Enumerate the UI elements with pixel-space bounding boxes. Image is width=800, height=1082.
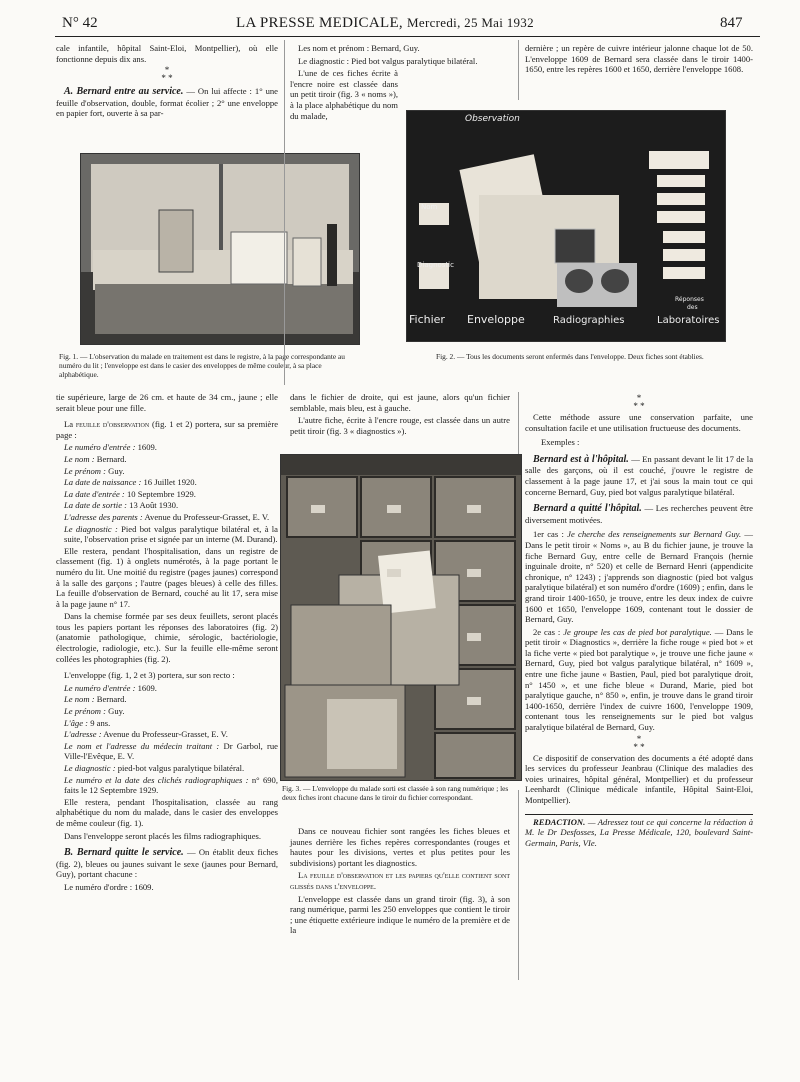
field-line: Le numéro et la date des clichés radiographiques : n° 690, faits le 12 Septembre 1929.: [64, 774, 279, 796]
paragraph: Les nom et prénom : Bernard, Guy.: [298, 43, 420, 53]
redaction-notice: REDACTION. — Adressez tout ce qui concerne la rédaction à M. le Dr Desfosses, La Presse Médicale, 120, boulevard Saint-Germain, Paris, VIe.: [525, 814, 753, 849]
paragraph: dernière ; un repère de cuivre intérieur jalonne chaque lot de 50. L'enveloppe 1609 de Bernard sera classée dans le tiroir 1400-1650, entre les repères 1600 et 1650, derrière l'enveloppe 1608.: [525, 43, 753, 75]
label-diagnostic: Diagnostic: [417, 261, 454, 269]
col2-body: [290, 392, 510, 438]
figure-1-caption: Fig. 1. — L'observation du malade en traitement est dans le registre, à la page correspondante au numéro du lit ; l'enveloppe est dans le casier des enveloppes de même couleur, à sa place alphabétique.: [59, 352, 346, 380]
field-line: L'adresse des parents : Avenue du Professeur-Grasset, E. V.: [64, 511, 270, 522]
field-line: Le diagnostic : Pied bot valgus paralytique bilatéral et, à la suite, l'observation prise et signée par un interne (M. Durand).: [64, 523, 279, 545]
paragraph: Le numéro d'ordre : 1609.: [64, 881, 154, 892]
label-reponses: Réponses: [675, 296, 704, 303]
envelope-fields: [64, 683, 278, 796]
paragraph: Le diagnostic : Pied bot valgus paralytique bilatéral.: [298, 55, 478, 66]
label-enveloppe: Enveloppe: [467, 313, 525, 326]
field-line: Le numéro d'entrée : 1609.: [64, 442, 157, 453]
col1-top: [56, 43, 278, 121]
label-nom: Nom: [421, 203, 438, 211]
observation-fields: [64, 442, 278, 544]
paragraph: Dans l'enveloppe seront placés les films radiographiques.: [64, 830, 262, 841]
asterism: * * *: [161, 65, 173, 84]
label-radiographies: Radiographies: [553, 315, 625, 326]
field-line: Le nom : Bernard.: [64, 694, 127, 705]
col3-body: [525, 392, 753, 850]
paragraph: 1er cas : Je cherche des renseignements sur Bernard Guy. — Dans le petit tiroir « Noms », au B du fichier jaune, je trouve la fiche Bernard Guy, entre celle de Bernard François (hernie inguinale droite, n° 520) et celle de Bernard Henri (appendicite chronique, n° 1243) ; j'apprends son diagnostic (pied bot valgus paralytique bilatéral) et son numéro d'ordre (1609) ; enfin, dans le grand tiroir 1400-1650, je trouve, entre les deux index de cuivre 1600 et 1650, l'enveloppe 1609, contenant tout le dossier de Bernard, Guy.: [525, 529, 753, 625]
paragraph: Exemples :: [541, 437, 580, 448]
paragraph: dans le fichier de droite, qui est jaune, alors qu'un fichier semblable, mais bleu, est à gauche.: [290, 392, 510, 413]
label-observation: Observation: [465, 114, 520, 124]
col2-bottom: [290, 826, 510, 938]
header-rule: [55, 36, 760, 37]
asterism: * * *: [633, 393, 645, 411]
page-number: 847: [720, 15, 743, 31]
paragraph: L'une de ces fiches écrite à l'encre noire est classée dans un petit tiroir (fig. 3 « noms »), à la place alphabétique du nom du malade,: [290, 68, 398, 121]
label-des: des: [687, 304, 698, 311]
paragraph: Bernard a quitté l'hôpital. — Les recherches peuvent être diversement motivées.: [525, 503, 753, 525]
field-line: Le diagnostic : pied-bot valgus paralytique bilatéral.: [64, 763, 245, 773]
asterism: * * *: [633, 733, 645, 752]
paragraph: cale infantile, hôpital Saint-Eloi, Montpellier), où elle fonctionne depuis dix ans.: [56, 43, 278, 64]
figure-2-photo: [406, 110, 726, 342]
label-fichier: Fichier: [409, 313, 445, 326]
figure-1-photo: [80, 153, 360, 345]
journal-name: LA PRESSE MEDICALE,: [236, 15, 403, 31]
column-divider: [518, 790, 519, 980]
field-line: Le nom : Bernard.: [64, 453, 127, 464]
section-heading: A. Bernard entre au service.: [64, 86, 184, 98]
paragraph: Elle restera, pendant l'hospitalisation, classée au rang alphabétique du nom du malade, dans le casier des enveloppes de même couleur (fig. 1).: [56, 796, 278, 828]
field-line: Le nom et l'adresse du médecin traitant : Dr Garbol, rue Ville-l'Evêque, E. V.: [64, 740, 278, 762]
paragraph: Dans la chemise formée par ses deux feuillets, seront placés tous les papiers portant les réponses des laboratoires (fig. 2) (anatomie pathologique, chimie, sérologic, bactériologie, électrologie, radiologie, etc.). Sur la feuille elle-même seront collées les photographies (fig. 2).: [56, 611, 278, 664]
paragraph: Cette méthode assure une conservation parfaite, une consultation facile et une utilisation fructueuse des documents.: [525, 412, 753, 433]
paragraph: Dans ce nouveau fichier sont rangées les fiches bleues et jaunes derrière les fiches repères correspondantes (rouges et hautes pour les divisions, vertes et plus petites pour les subdivisions) portant les diagnostics.: [290, 826, 510, 868]
field-line: Le prénom : Guy.: [64, 465, 125, 476]
col3-top: [525, 43, 753, 77]
column-divider: [284, 40, 285, 385]
paragraph: L'autre fiche, écrite à l'encre rouge, est classée dans un autre petit tiroir (fig. 3 « diagnostics »).: [290, 415, 510, 436]
paragraph: Elle restera, pendant l'hospitalisation, dans un registre de classement (fig. 1) à onglets numérotés, à la page portant le numéro du lit. Une moitié du registre (pages jaunes) correspond à la salle des garçons ; l'autre (pages bleues) à celle des filles. La feuille d'observation de Bernard, couché au lit 17, sera mise à la page jaune n° 17.: [56, 545, 278, 609]
paragraph: L'enveloppe (fig. 1, 2 et 3) portera, sur son recto :: [64, 670, 235, 681]
issue-date: Mercredi, 25 Mai 1932: [407, 15, 534, 30]
paragraph: Ce dispositif de conservation des documents a été adopté dans les services du professeur Jeanbrau (Clinique des maladies des voies urinaires, hôpital général, Montpellier) et du professeur Leenhardt (Clinique médicale infantile, Hôpital Saint-Eloi, Montpellier).: [525, 752, 753, 805]
paragraph: La feuille d'observation (fig. 1 et 2) portera, sur sa première page :: [56, 419, 279, 440]
paragraph: La feuille d'observation et les papiers qu'elle contient sont glissés dans l'enveloppe.: [290, 870, 510, 891]
figure-2-caption: Fig. 2. — Tous les documents seront enfermés dans l'enveloppe. Deux fiches sont établies.: [436, 352, 704, 361]
paragraph: tie supérieure, large de 26 cm. et haute de 34 cm., jaune ; elle serait bleue pour une fille.: [56, 392, 278, 413]
column-divider: [518, 392, 519, 454]
field-line: L'adresse : Avenue du Professeur-Grasset, E. V.: [64, 729, 228, 740]
figure-3-photo: [280, 454, 522, 781]
field-line: La date de sortie : 13 Août 1930.: [64, 500, 179, 511]
journal-title: [236, 14, 534, 32]
field-line: L'âge : 9 ans.: [64, 717, 111, 728]
field-line: Le numéro d'entrée : 1609.: [64, 682, 157, 693]
section-heading: B. Bernard quitte le service.: [64, 847, 184, 859]
paragraph: 2e cas : Je groupe les cas de pied bot paralytique. — Dans le petit tiroir « Diagnostics », derrière la fiche rouge « pied bot » et la fiche verte « pied bot paralytique », je trouve une fiche jaune « Bernard, Guy, pied bot valgus paralytique bilatéral, n° 1609 », entre une fiche jaune « Bastien, Paul, pied bot paralytique droit, n° 1450 », et une fiche bleue « Durand, Marie, pied bot paralytique gauche, n° 850 », enfin, je trouve dans le grand tiroir 1400-1650, derrière l'index de cuivre 1600, l'enveloppe 1909, contenant tous les renseignements sur le pied bot valgus paralytique bilatéral de Bernard, Guy.: [525, 626, 753, 733]
paragraph: A. Bernard entre au service. — On lui affecte : 1° une feuille d'observation, double, format écolier ; 2° une enveloppe en papier fort, ouverte à sa par-: [56, 86, 278, 119]
col1-body: [56, 392, 278, 895]
paragraph: Bernard est à l'hôpital. — En passant devant le lit 17 de la salle des garçons, où il est couché, j'ouvre le registre de classement à la page jaune 17, et j'ai sous la main tout ce qui concerne Bernard, Guy, pied bot valgus paralytique bilatéral.: [525, 453, 754, 497]
field-line: La date de naissance : 16 Juillet 1920.: [64, 477, 197, 488]
label-laboratoires: Laboratoires: [657, 315, 720, 326]
column-divider: [518, 40, 519, 100]
figure-3-caption: Fig. 3. — L'enveloppe du malade sorti est classée à son rang numérique ; les deux fiches iront chacune dans le tiroir du fichier correspondant.: [282, 784, 509, 803]
field-line: Le prénom : Guy.: [64, 706, 125, 717]
paragraph: L'enveloppe est classée dans un grand tiroir (fig. 3), à son rang numérique, parmi les 250 enveloppes que contient le tiroir ; une étiquette extérieure indique le numéro de la première et de la: [290, 893, 510, 936]
issue-number: N° 42: [62, 15, 98, 31]
field-line: La date d'entrée : 10 Septembre 1929.: [64, 488, 196, 499]
paragraph: B. Bernard quitte le service. — On établit deux fiches (fig. 2), bleues ou jaunes suivant le sexe (jaunes pour Bernard, Guy), portant chacune :: [56, 847, 278, 880]
